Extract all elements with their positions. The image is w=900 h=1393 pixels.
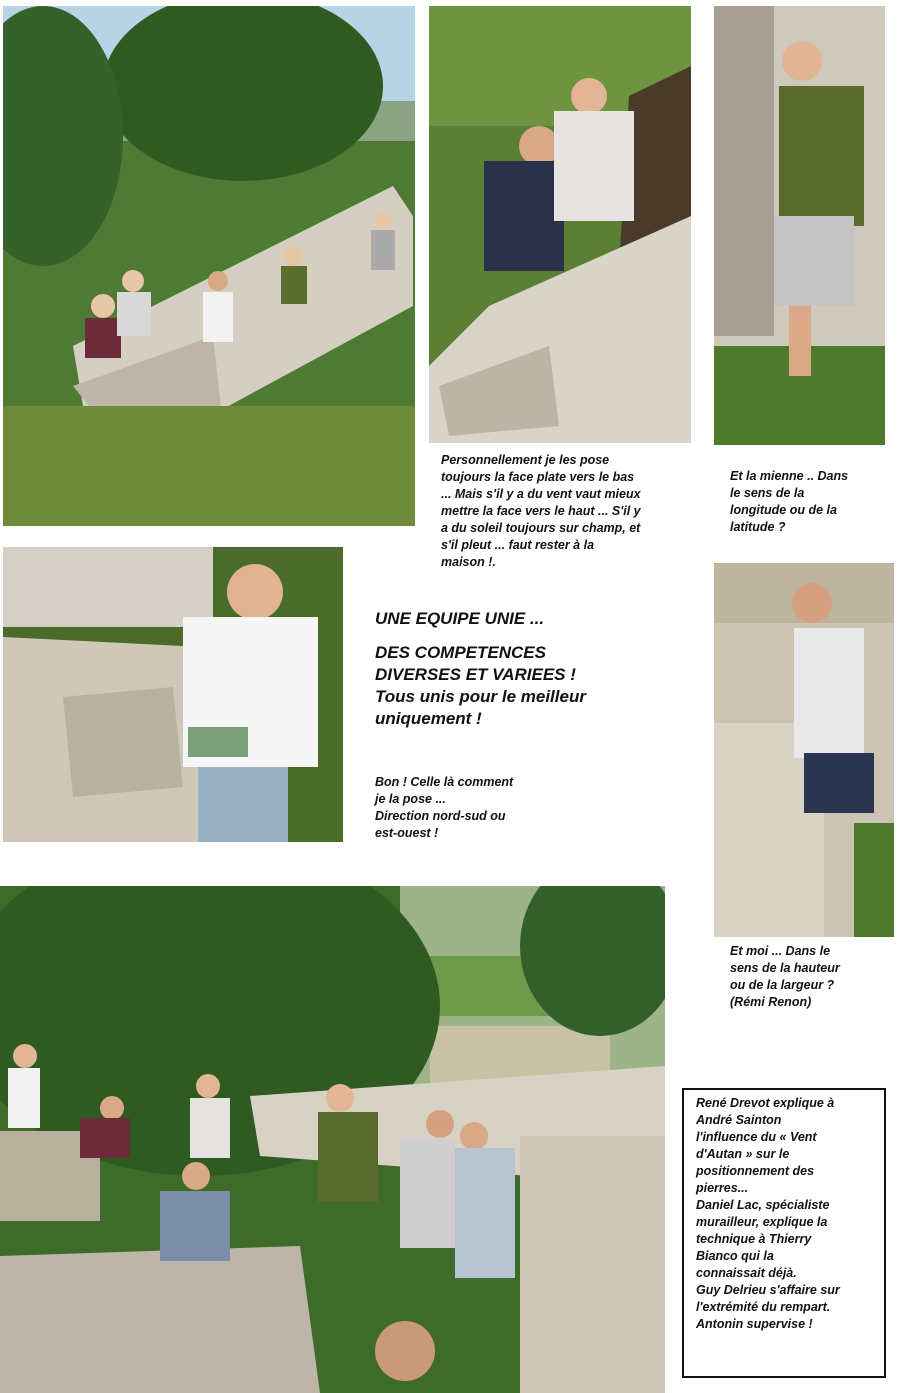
photo-wall-overview	[3, 6, 415, 526]
explanation-box	[682, 1088, 886, 1378]
photo-two-men-stones	[429, 6, 691, 443]
photo-man-green-shirt	[714, 6, 885, 445]
photo-man-gloves	[3, 547, 343, 842]
photo-young-man	[714, 563, 894, 937]
photo-group-valley	[0, 886, 665, 1393]
team-headline: UNE EQUIPE UNIE ...	[375, 609, 545, 628]
wind-caption: Personnellement je les pose toujours la face plate vers le bas ... Mais s'il y a du vent vaut mieux mettre la face vers le haut ... S'il y a du soleil toujours sur champ, et s'il pleut ... faut rester à la maison !.	[441, 453, 641, 569]
height-caption: Et moi ... Dans le sens de la hauteur ou de la largeur ? (Rémi Renon)	[730, 944, 840, 1009]
explanation-text: René Drevot explique à André Sainton l'influence du « Vent d'Autan » sur le positionnement des pierres... Daniel Lac, spécialiste murailleur, explique la technique à Thierry Bianco qui la connaissait déjà. Guy Delrieu s'affaire sur l'extrémité du rempart. Antonin supervise !	[696, 1096, 840, 1331]
mine-caption: Et la mienne .. Dans le sens de la longitude ou de la latitude ?	[730, 469, 849, 534]
team-subheadline: DES COMPETENCES DIVERSES ET VARIEES ! Tous unis pour le meilleur uniquement !	[375, 643, 586, 728]
direction-caption: Bon ! Celle là comment je la pose ... Direction nord-sud ou est-ouest !	[375, 775, 514, 840]
